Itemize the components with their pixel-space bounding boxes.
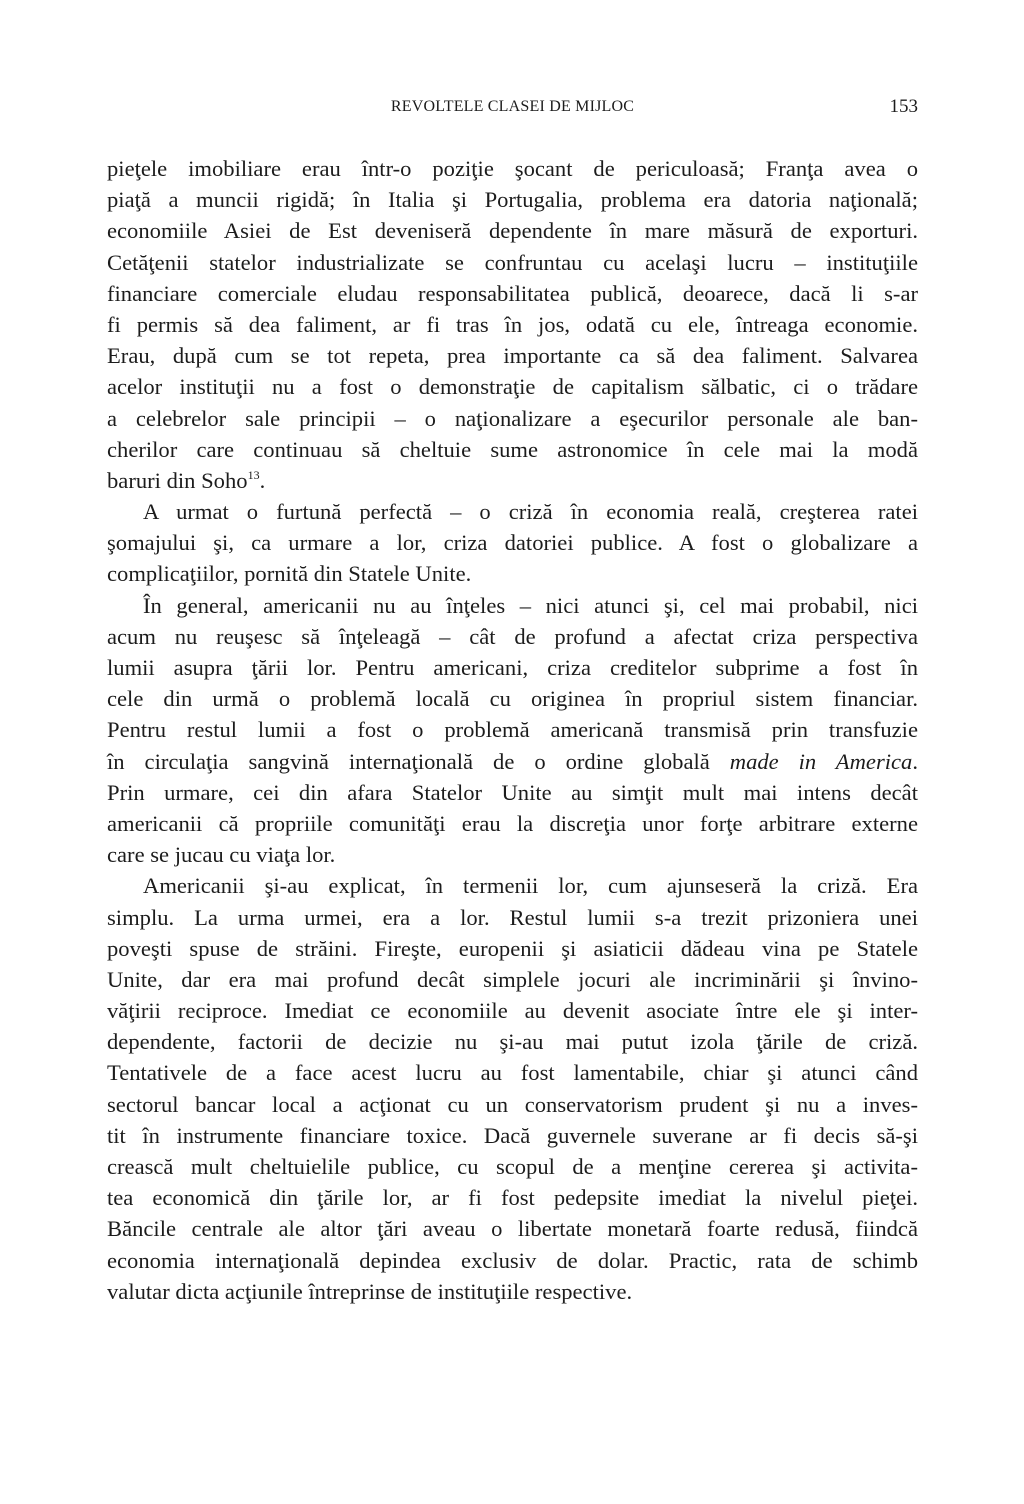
paragraph-3	[107, 590, 918, 871]
text-line: a celebrelor sale principii – o naţionalizare a eşecurilor personale ale ban-	[107, 405, 918, 431]
text-line: A urmat o furtună perfectă – o criză în economia reală, creşterea ratei	[143, 499, 918, 525]
text-line: simplu. La urma urmei, era a lor. Restul lumii s-a trezit prizoniera unei	[107, 904, 918, 930]
page-number: 153	[889, 96, 918, 117]
text-line: americanii că propriile comunităţi erau la discreţia unor forţe arbitrare externe	[107, 810, 918, 836]
text-line: financiare comerciale eludau responsabilitatea publică, deoarece, dacă li s-ar	[107, 280, 918, 306]
paragraph-4	[107, 870, 918, 1307]
text-line: fi permis să dea faliment, ar fi tras în jos, odată cu ele, întreaga economie.	[107, 311, 918, 337]
text-line: economia internaţională depindea exclusiv de dolar. Practic, rata de schimb	[107, 1247, 918, 1273]
text-line: Băncile centrale ale altor ţări aveau o libertate monetară foarte redusă, fiindcă	[107, 1216, 918, 1242]
paragraph-1	[107, 153, 918, 496]
running-header	[107, 96, 918, 120]
text-fragment: .	[912, 748, 918, 774]
text-line: acum nu reuşesc să înţeleagă – cât de profund a afectat criza perspectiva	[107, 623, 918, 649]
text-line: economiile Asiei de Est deveniseră dependente în mare măsură de exporturi.	[107, 218, 918, 244]
text-line: Americanii şi-au explicat, în termenii lor, cum ajunseseră la criză. Era	[143, 873, 918, 899]
text-line: lumii asupra ţării lor. Pentru americani, criza creditelor subprime a fost în	[107, 655, 918, 680]
text-line: complicaţiilor, pornită din Statele Unite.	[107, 561, 472, 587]
text-line: cherilor care continuau să cheltuie sume astronomice în cele mai la modă	[107, 436, 918, 462]
text-line: tea economică din ţările lor, ar fi fost pedepsite imediat la nivelul pieţei.	[107, 1185, 918, 1211]
text-line: crească mult cheltuielile publice, cu scopul de a menţine cererea şi activita-	[107, 1154, 918, 1179]
text-line: care se jucau cu viaţa lor.	[107, 842, 336, 868]
text-line: văţirii reciproce. Imediat ce economiile au devenit asociate între ele şi inter-	[107, 998, 918, 1024]
body-text	[107, 153, 918, 1307]
text-line: Cetăţenii statelor industrializate se confruntau cu acelaşi lucru – instituţiile	[107, 249, 918, 275]
text-line: şomajului şi, ca urmare a lor, criza datoriei publice. A fost o globalizare a	[107, 530, 918, 556]
text-line: tit în instrumente financiare toxice. Dacă guvernele suverane ar fi decis să-şi	[107, 1122, 918, 1148]
text-line: Pentru restul lumii a fost o problemă americană transmisă prin transfuzie	[107, 717, 918, 743]
italic-phrase: made in America	[729, 748, 913, 774]
text-fragment: în circulaţia sangvină internaţională de o ordine globală	[107, 748, 730, 774]
text-line: sectorul bancar local a acţionat cu un conservatorism prudent şi nu a inves-	[107, 1091, 918, 1117]
running-title: REVOLTELE CLASEI DE MIJLOC	[390, 98, 635, 115]
text-line: piaţă a muncii rigidă; în Italia şi Portugalia, problema era datoria naţională;	[107, 187, 918, 213]
text-line	[107, 465, 918, 496]
text-line: Tentativele de a face acest lucru au fost lamentabile, chiar şi atunci când	[107, 1060, 918, 1086]
text-line: În general, americanii nu au înţeles – nici atunci şi, cel mai probabil, nici	[143, 592, 918, 618]
text-line	[107, 746, 918, 777]
text-line: Erau, după cum se tot repeta, prea importante ca să dea faliment. Salvarea	[107, 343, 918, 369]
text-line: dependente, factorii de decizie nu şi-au mai putut izola ţările de criză.	[107, 1029, 918, 1055]
text-line: cele din urmă o problemă locală cu originea în propriul sistem financiar.	[107, 686, 918, 712]
text-line: Unite, dar era mai profund decât simplele jocuri ale incriminării şi învino-	[107, 966, 918, 992]
text-line: acelor instituţii nu a fost o demonstraţie de capitalism sălbatic, ci o trădare	[107, 374, 918, 400]
text-fragment: baruri din Soho	[107, 467, 248, 493]
paragraph-2	[107, 496, 918, 590]
text-line: valutar dicta acţiunile întreprinse de instituţiile respective.	[107, 1278, 633, 1304]
text-line: Prin urmare, cei din afara Statelor Unite au simţit mult mai intens decât	[107, 779, 918, 805]
text-line: poveşti spuse de străini. Fireşte, europenii şi asiaticii dădeau vina pe Statele	[107, 935, 918, 961]
text-line: pieţele imobiliare erau într-o poziţie şocant de periculoasă; Franţa avea o	[107, 156, 918, 181]
text-fragment: .	[259, 467, 266, 493]
footnote-reference[interactable]: 13	[247, 467, 260, 482]
